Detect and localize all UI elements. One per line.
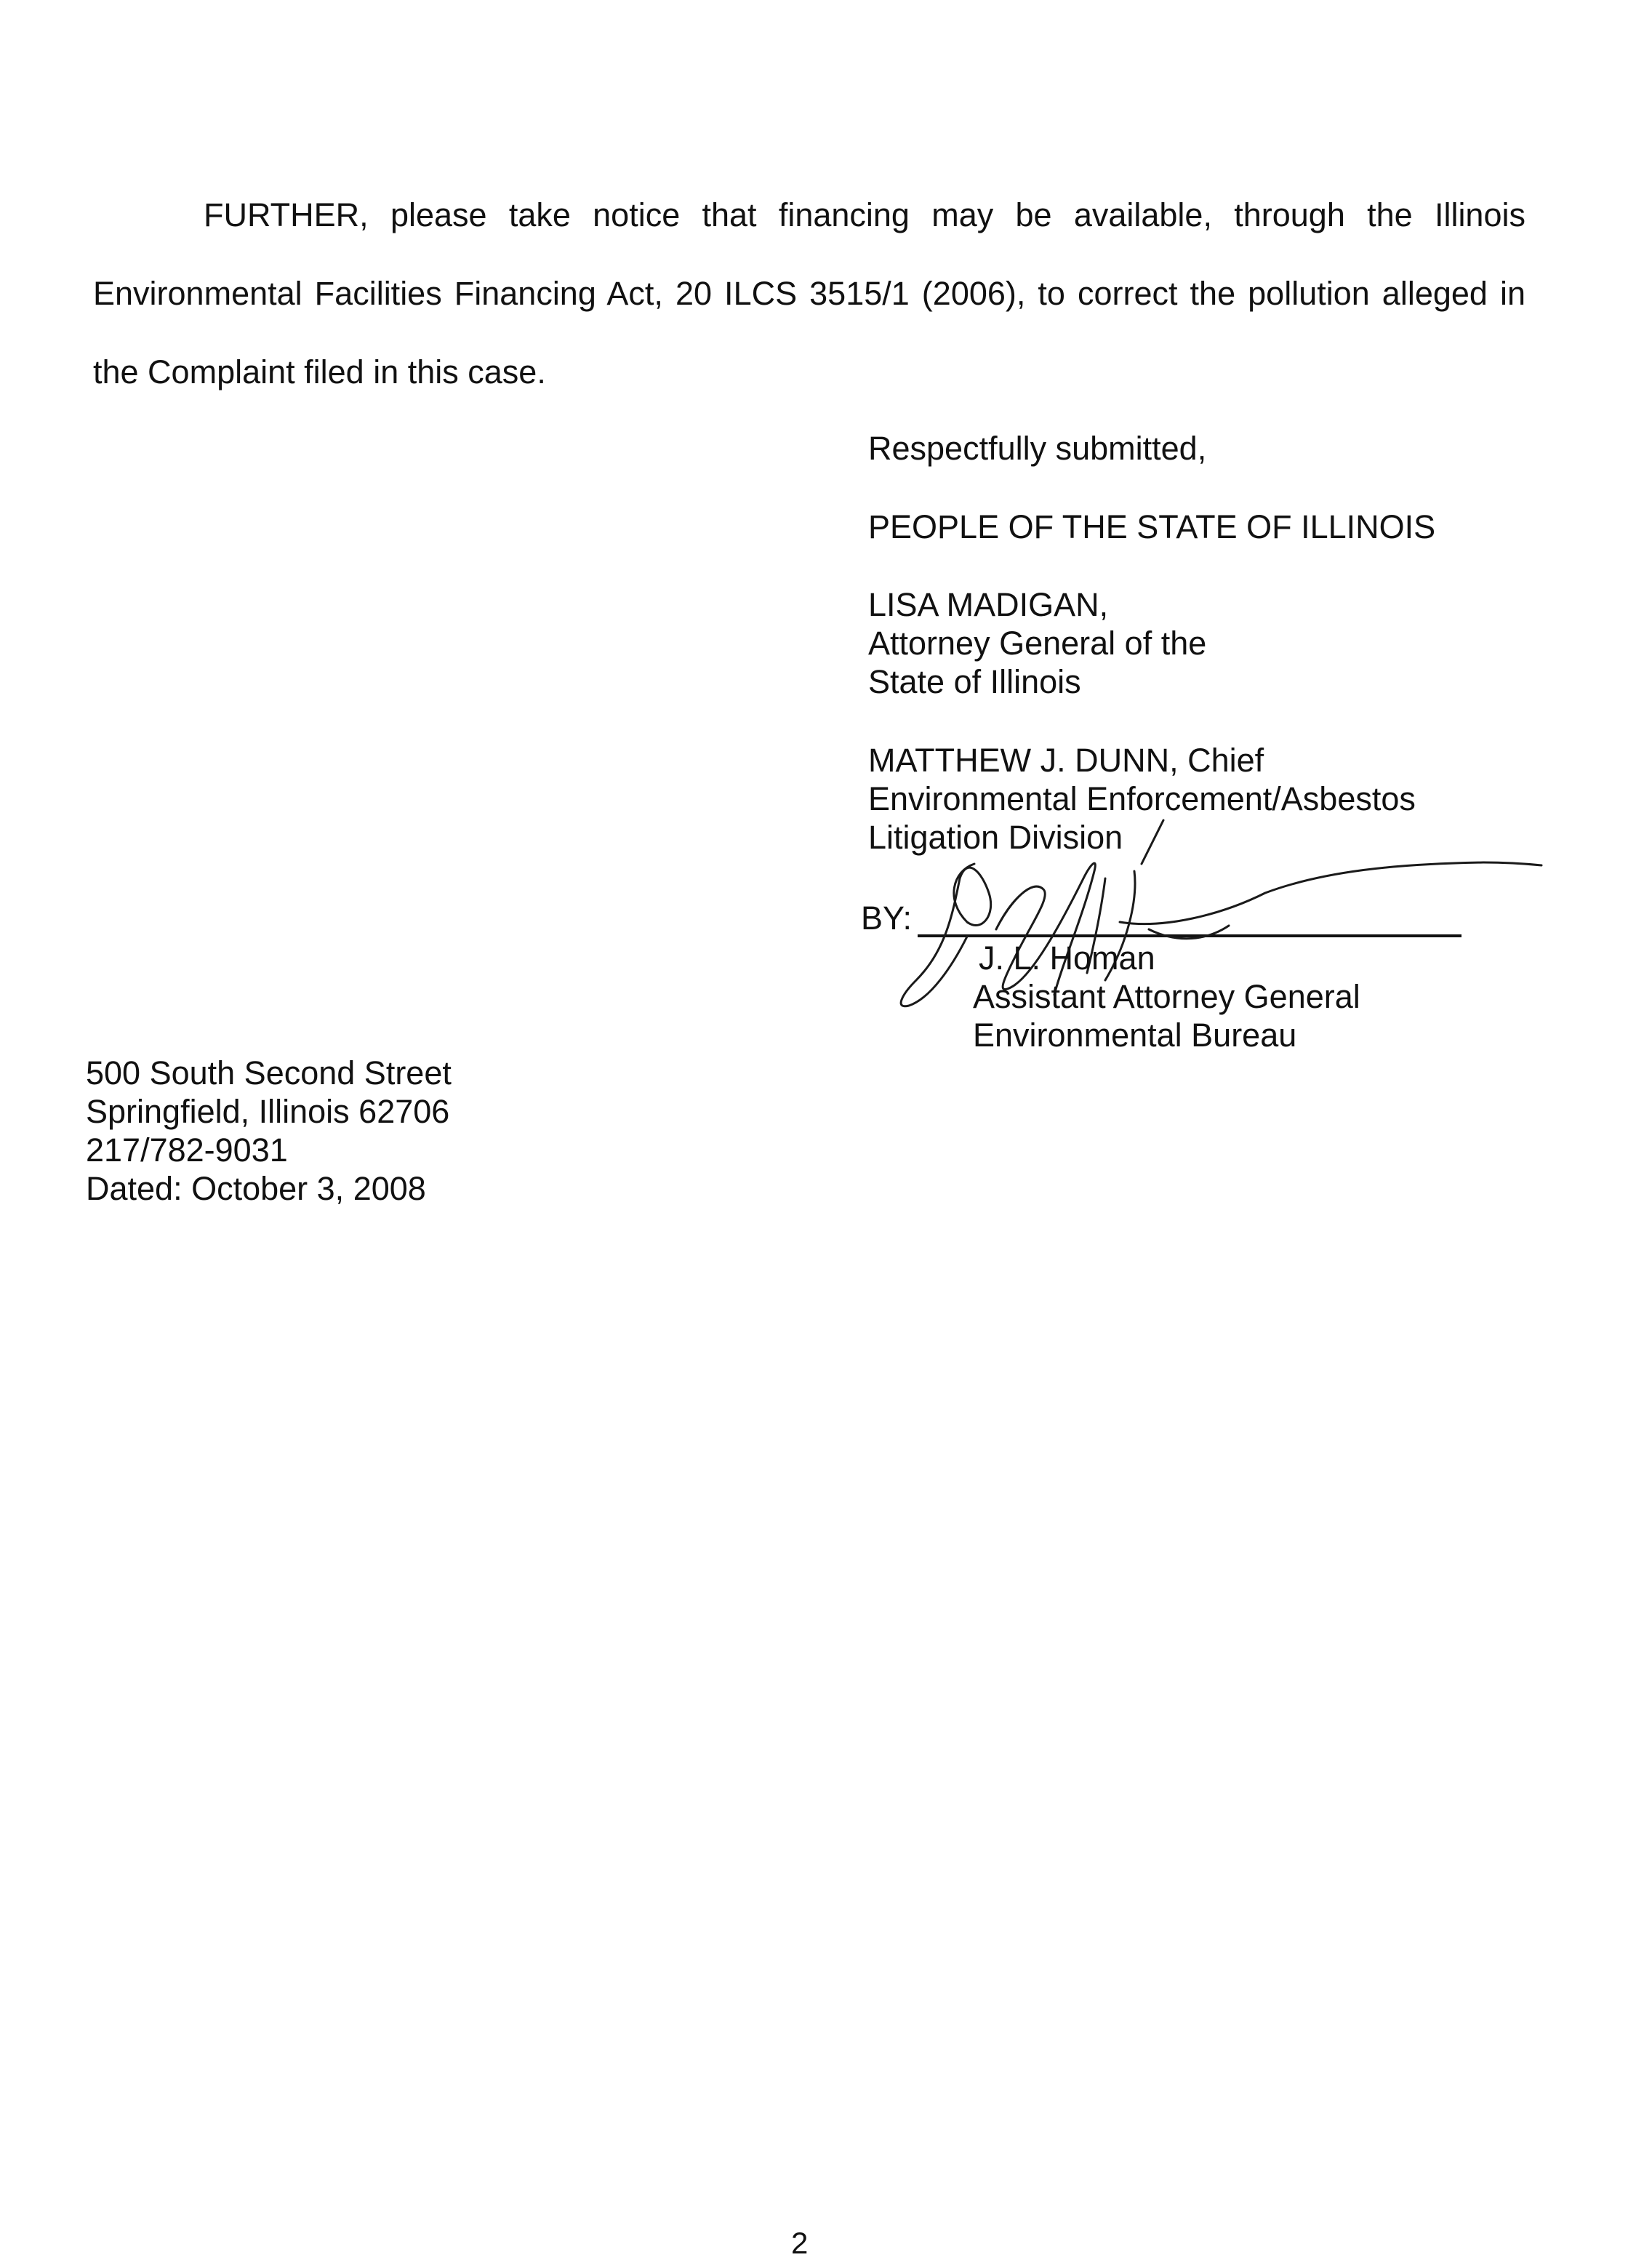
- signer-title: Assistant Attorney General: [973, 978, 1360, 1015]
- by-label: BY:: [861, 899, 913, 937]
- closing-respectfully: Respectfully submitted,: [868, 430, 1207, 467]
- closing-party: PEOPLE OF THE STATE OF ILLINOIS: [868, 508, 1436, 545]
- ag-name: LISA MADIGAN,: [868, 586, 1109, 623]
- paragraph-line-3: the Complaint filed in this case.: [93, 353, 546, 390]
- ag-title-line-2: State of Illinois: [868, 663, 1081, 700]
- address-street: 500 South Second Street: [86, 1054, 452, 1091]
- chief-title-line-1: Environmental Enforcement/Asbestos: [868, 780, 1416, 817]
- signer-bureau: Environmental Bureau: [973, 1017, 1297, 1054]
- chief-name: MATTHEW J. DUNN, Chief: [868, 742, 1264, 779]
- address-dated: Dated: October 3, 2008: [86, 1170, 426, 1207]
- paragraph-line-1: FURTHER, please take notice that financing may be available, through the Illinois: [204, 196, 1525, 233]
- page-number: 2: [791, 2226, 809, 2260]
- chief-title-line-2: Litigation Division: [868, 819, 1123, 856]
- address-city: Springfield, Illinois 62706: [86, 1093, 450, 1130]
- paragraph-line-2: Environmental Facilities Financing Act, 20 ILCS 3515/1 (2006), to correct the pollution alleged in: [93, 275, 1525, 312]
- address-phone: 217/782-9031: [86, 1131, 288, 1169]
- signer-name: J. L. Homan: [979, 939, 1155, 977]
- ag-title-line-1: Attorney General of the: [868, 625, 1207, 662]
- financing-notice-paragraph: [93, 176, 1525, 412]
